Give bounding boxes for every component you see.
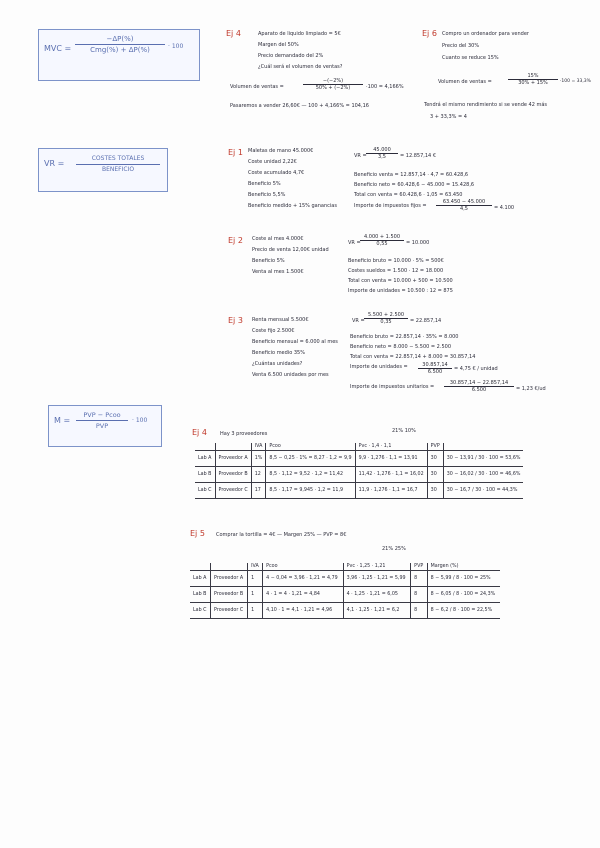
ej1-label: Ej 1: [228, 148, 243, 157]
m-numerator: PVP − Pcoo: [76, 410, 128, 421]
ej3-label: Ej 3: [228, 316, 243, 325]
ej2-line-1: Coste al mes 4.000€: [252, 236, 304, 242]
vr-lhs: VR =: [44, 159, 65, 168]
m-tail: · 100: [132, 417, 148, 424]
ej4-line-2: Margen del 50%: [258, 42, 299, 48]
ej6-line-2: Precio del 30%: [442, 43, 480, 49]
ej3-right-result: = 4,75 € / unidad: [454, 366, 498, 372]
table-cell: 30 − 13,91 / 30 · 100 = 53,6%: [443, 451, 523, 467]
m-lhs: M =: [54, 416, 71, 425]
table-cell: 30: [427, 467, 443, 483]
table-header-cell: [215, 443, 251, 451]
ej3-right-den: 6.500: [427, 369, 443, 375]
ej4b-title: Hay 3 proveedores: [220, 431, 268, 437]
vr-fraction: [76, 154, 160, 175]
ej2-vr-result: = 10.000: [406, 240, 430, 246]
ej2-vr-label: VR =: [348, 240, 361, 246]
ej1-line-4: Beneficio 5%: [248, 181, 281, 187]
table-cell: 30: [427, 451, 443, 467]
ej3-line-3: Beneficio mensual = 6.000 al mes: [252, 339, 338, 345]
table-cell: 8: [411, 587, 427, 603]
m-fraction: [76, 410, 128, 431]
ej1-right-1: Beneficio venta = 12.857,14 · 4,7 = 60.428,6: [354, 172, 469, 178]
ej4-line-3: Precio demandado del 2%: [258, 53, 324, 59]
ej3-final-num: 30.857,14 − 22.857,14: [444, 380, 514, 387]
table-header-cell: PVP: [411, 563, 427, 571]
ej1-right-3: Total con venta = 60.428,6 · 1,05 = 63.450: [354, 192, 463, 198]
ej3-right-1: Beneficio bruto = 22.857,14 · 35% = 8.000: [350, 334, 459, 340]
table-header-cell: [190, 563, 211, 571]
table-cell: 17: [251, 483, 266, 499]
table-row: [195, 451, 523, 467]
table-header-cell: [211, 563, 248, 571]
table-header-cell: PVP: [427, 443, 443, 451]
ej3-right-3: Total con venta = 22.857,14 + 8.000 = 30.857,14: [350, 354, 476, 360]
ej3-line-1: Renta mensual 5.500€: [252, 317, 309, 323]
table-cell: 9,9 · 1,276 · 1,1 = 13,91: [355, 451, 427, 467]
ej3-final-label: Importe de impuestos unitarios =: [350, 384, 435, 390]
table-cell: Lab B: [190, 587, 211, 603]
ej5-table: [190, 563, 500, 619]
table-cell: 30: [427, 483, 443, 499]
table-cell: 1: [248, 587, 263, 603]
ej1-right-num: 63.450 − 45.000: [436, 199, 492, 206]
ej3-line-5: ¿Cuántas unidades?: [252, 361, 303, 367]
ej4b-table: [195, 443, 523, 499]
ej1-right-den: 4,5: [460, 206, 468, 212]
table-cell: 1: [248, 603, 263, 619]
ej6-line-3: Cuanto se reduce 15%: [442, 55, 499, 61]
ej3-final-den: 6.500: [471, 387, 487, 393]
ej1-vr-fraction: [366, 147, 398, 160]
table-cell: 4 · 1,25 · 1,21 = 6,05: [343, 587, 411, 603]
table-row: [190, 571, 500, 587]
ej6-calc-result: ·100 = 33,3%: [560, 79, 591, 84]
ej2-line-3: Beneficio 5%: [252, 258, 285, 264]
table-row: [190, 587, 500, 603]
table-cell: Proveedor C: [211, 603, 248, 619]
ej1-vr-result: = 12.857,14 €: [400, 153, 436, 159]
ej3-right-4: Importe de unidades =: [350, 364, 408, 370]
table-cell: 1: [248, 571, 263, 587]
table-row: [195, 467, 523, 483]
table-cell: 8,5 · 1,17 = 9,945 · 1,2 = 11,9: [266, 483, 355, 499]
ej5-title: Comprar la tortilla = 4€ — Margen 25% — PVP = 8€: [216, 532, 347, 538]
table-header-cell: Pcoo: [263, 563, 343, 571]
mvc-lhs: MVC =: [44, 44, 72, 53]
ej1-line-5: Beneficio 5,5%: [248, 192, 286, 198]
ej6-calc-den: 30% + 15%: [518, 80, 548, 86]
ej1-line-3: Coste acumulado 4,7€: [248, 170, 305, 176]
ej3-vr-num: 5.500 + 2.500: [364, 312, 408, 319]
table-header-row: [195, 443, 523, 451]
table-header-cell: Margen (%): [427, 563, 500, 571]
table-header-cell: [443, 443, 523, 451]
ej3-right-num: 30.857,14: [418, 362, 452, 369]
mvc-denominator: Cmg(%) + ΔP(%): [90, 46, 150, 54]
ej4-line-4: ¿Cuál será el volumen de ventas?: [258, 64, 343, 70]
table-cell: 11,42 · 1,276 · 1,1 = 16,02: [355, 467, 427, 483]
ej1-line-2: Coste unidad 2,22€: [248, 159, 297, 165]
ej4-calc-label: Volumen de ventas =: [230, 84, 284, 90]
ej4-calc-fraction: [303, 78, 363, 91]
table-cell: 8 − 5,99 / 8 · 100 = 25%: [427, 571, 500, 587]
table-header-cell: [195, 443, 215, 451]
table-cell: 8: [411, 571, 427, 587]
vr-numerator: COSTES TOTALES: [76, 154, 160, 165]
table-header-row: [190, 563, 500, 571]
table-cell: 4,1 · 1,25 · 1,21 = 6,2: [343, 603, 411, 619]
ej1-vr-num: 45.000: [366, 147, 398, 154]
ej2-right-4: Importe de unidades = 10.500 : 12 = 875: [348, 288, 453, 294]
table-row: [190, 603, 500, 619]
table-cell: 4 − 0,04 = 3,96 · 1,21 = 4,79: [263, 571, 343, 587]
table-cell: Proveedor A: [211, 571, 248, 587]
ej6-calc-fraction: [508, 73, 558, 86]
table-header-cell: IVA: [251, 443, 266, 451]
table-cell: Proveedor A: [215, 451, 251, 467]
ej2-label: Ej 2: [228, 236, 243, 245]
ej1-line-1: Maletas de mano 45.000€: [248, 148, 314, 154]
table-cell: 30 − 16,02 / 30 · 100 = 46,6%: [443, 467, 523, 483]
table-cell: Lab B: [195, 467, 215, 483]
ej3-line-4: Beneficio medio 35%: [252, 350, 305, 356]
table-cell: 8 − 6,05 / 8 · 100 = 24,3%: [427, 587, 500, 603]
mvc-fraction: [75, 34, 165, 55]
mvc-tail: · 100: [168, 43, 184, 50]
ej3-vr-den: 0,35: [380, 319, 392, 325]
ej4-final: Pasaremos a vender 26,60€ — 100 + 4,166% = 104,16: [230, 103, 369, 109]
ej4-calc-den: 50% + (−2%): [315, 85, 351, 91]
ej2-line-2: Precio de venta 12,00€ unidad: [252, 247, 329, 253]
table-cell: 3,96 · 1,25 · 1,21 = 5,99: [343, 571, 411, 587]
ej4b-pct-note: 21% 10%: [392, 428, 416, 434]
table-header-cell: Pvc · 1,25 · 1,21: [343, 563, 411, 571]
ej1-right-result: = 4.100: [494, 205, 515, 211]
ej3-line-2: Coste fijo 2.500€: [252, 328, 295, 334]
table-cell: 8 − 6,2 / 8 · 100 = 22,5%: [427, 603, 500, 619]
vr-denominator: BENEFICIO: [101, 166, 135, 173]
ej3-right-fraction: [418, 362, 452, 375]
ej6-line-1: Compro un ordenador para vender: [442, 31, 529, 37]
table-cell: Lab A: [190, 571, 211, 587]
ej6-calc-num: 15%: [508, 73, 558, 80]
table-cell: 30 − 16,7 / 30 · 100 = 44,3%: [443, 483, 523, 499]
table-cell: Lab C: [190, 603, 211, 619]
table-cell: 8: [411, 603, 427, 619]
ej1-line-6: Beneficio medido + 15% ganancias: [248, 203, 337, 209]
table-cell: 8,5 − 0,25 · 1% = 8,27 · 1,2 = 9,9: [266, 451, 355, 467]
ej3-line-6: Venta 6.500 unidades por mes: [252, 372, 329, 378]
ej1-right-2: Beneficio neto = 60.428,6 − 45.000 = 15.428,6: [354, 182, 475, 188]
ej3-vr-fraction: [364, 312, 408, 325]
m-denominator: PVP: [95, 422, 109, 430]
table-row: [195, 483, 523, 499]
ej3-right-2: Beneficio neto = 8.000 − 5.500 = 2.500: [350, 344, 451, 350]
ej2-vr-fraction: [360, 234, 404, 247]
ej4-label: Ej 4: [226, 29, 241, 38]
table-cell: 4 · 1 = 4 · 1,21 = 4,84: [263, 587, 343, 603]
mvc-numerator: −ΔP(%): [75, 34, 165, 45]
table-cell: Proveedor B: [211, 587, 248, 603]
table-header-cell: IVA: [248, 563, 263, 571]
ej2-right-1: Beneficio bruto = 10.000 · 5% = 500€: [348, 258, 444, 264]
ej5-label: Ej 5: [190, 529, 205, 538]
ej4b-label: Ej 4: [192, 428, 207, 437]
ej2-right-2: Costes sueldos = 1.500 · 12 = 18.000: [348, 268, 444, 274]
table-cell: Lab A: [195, 451, 215, 467]
ej4-calc-result: ·100 = 4,166%: [366, 84, 404, 90]
table-cell: 12: [251, 467, 266, 483]
ej2-vr-num: 4.000 + 1.500: [360, 234, 404, 241]
ej1-vr-label: VR =: [354, 153, 367, 159]
table-cell: 11,9 · 1,276 · 1,1 = 16,7: [355, 483, 427, 499]
table-cell: 1%: [251, 451, 266, 467]
ej3-final-fraction: [444, 380, 514, 393]
table-header-cell: Pvc · 1,4 · 1,1: [355, 443, 427, 451]
table-cell: Proveedor C: [215, 483, 251, 499]
ej4-calc-num: −(−2%): [303, 78, 363, 85]
ej2-line-4: Venta al mes 1.500€: [252, 269, 304, 275]
table-header-cell: Pcoo: [266, 443, 355, 451]
ej2-vr-den: 0,55: [376, 241, 388, 247]
ej5-pct-note: 21% 25%: [382, 546, 406, 552]
ej3-final-result: = 1,23 €/ud: [516, 386, 546, 392]
ej1-right-fraction: [436, 199, 492, 212]
table-cell: 8,5 · 1,12 = 9,52 · 1,2 = 11,42: [266, 467, 355, 483]
ej6-label: Ej 6: [422, 29, 437, 38]
ej3-vr-label: VR =: [352, 318, 365, 324]
ej2-right-3: Total con venta = 10.000 + 500 = 10.500: [348, 278, 453, 284]
ej4-line-1: Aparato de liquido limpiado = 5€: [258, 31, 341, 37]
ej3-vr-result: = 22.857,14: [410, 318, 442, 324]
ej1-right-4: Importe de impuestos fijos =: [354, 203, 427, 209]
ej1-vr-den: 3,5: [378, 154, 386, 160]
ej6-calc-label: Volumen de ventas =: [438, 79, 492, 85]
table-cell: 4,10 · 1 = 4,1 · 1,21 = 4,96: [263, 603, 343, 619]
table-cell: Proveedor B: [215, 467, 251, 483]
table-cell: Lab C: [195, 483, 215, 499]
ej6-final-2: 3 + 33,3% = 4: [430, 114, 467, 120]
ej6-final-1: Tendrá el mismo rendimiento si se vende 42 más: [424, 102, 548, 108]
